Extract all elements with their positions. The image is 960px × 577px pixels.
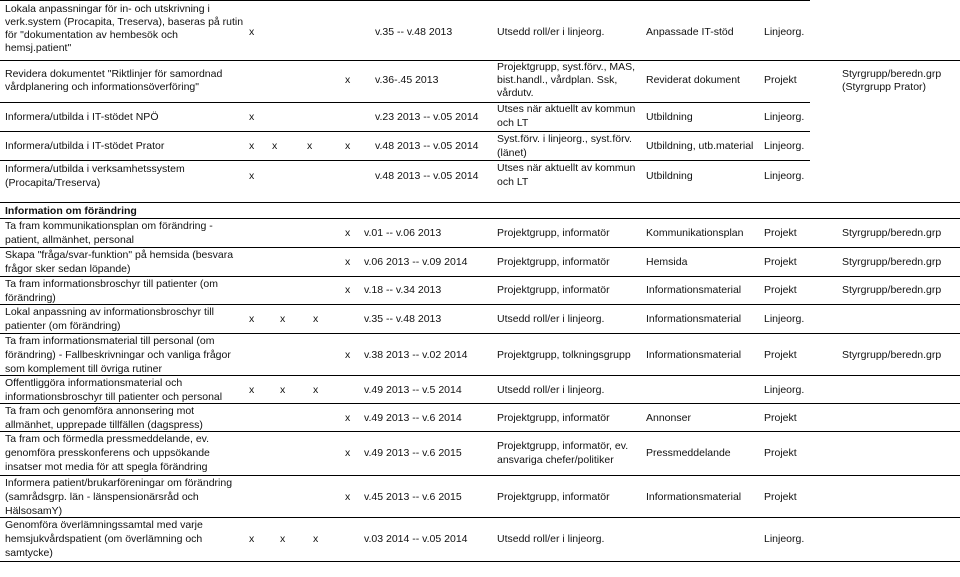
responsible: Projektgrupp, informatör	[497, 284, 610, 296]
task-text-line: Offentliggöra informationsmaterial och	[5, 377, 183, 389]
owner: Projekt	[764, 256, 797, 268]
period: v.03 2014 -- v.05 2014	[364, 533, 468, 545]
responsible: Projektgrupp, informatör	[497, 256, 610, 268]
row-divider	[0, 517, 960, 518]
task-text-line: Revidera dokumentet "Riktlinjer för samordnad	[5, 68, 223, 80]
row-divider	[0, 276, 960, 277]
task-text-line: Informera/utbilda i IT-stödet Prator	[5, 140, 165, 152]
task-text-line: (samrådsgrp. län - länspensionärsråd och	[5, 491, 199, 503]
row-divider	[0, 403, 960, 404]
owner: Projekt	[764, 349, 797, 361]
mark-x: x	[345, 447, 351, 459]
period: v.49 2013 -- v.6 2014	[364, 412, 462, 424]
owner: Projekt	[764, 74, 797, 86]
mark-x: x	[345, 284, 351, 296]
responsible: och LT	[497, 117, 529, 129]
owner: Linjeorg.	[764, 384, 805, 396]
steering: Styrgrupp/beredn.grp	[842, 227, 942, 239]
mark-x: x	[345, 140, 351, 152]
owner: Linjeorg.	[764, 170, 805, 182]
task-text-line: Ta fram kommunikationsplan om förändring -	[5, 220, 213, 232]
owner: Projekt	[764, 412, 797, 424]
task-text-line: Informera/utbilda i verksamhetssystem	[5, 163, 185, 175]
outcome: Kommunikationsplan	[646, 227, 744, 239]
mark-x: x	[249, 313, 255, 325]
row-divider	[0, 431, 960, 432]
mark-x: x	[345, 349, 351, 361]
row-divider	[0, 475, 960, 476]
row-divider	[0, 333, 960, 334]
task-text-line: Genomföra överlämningssamtal med varje	[5, 519, 203, 531]
responsible: Projektgrupp, informatör	[497, 491, 610, 503]
mark-x: x	[313, 313, 319, 325]
period: v.48 2013 -- v.05 2014	[375, 140, 479, 152]
period: v.36-.45 2013	[375, 74, 439, 86]
task-text-line: Lokala anpassningar för in- och utskrivning i	[5, 3, 210, 15]
responsible: bist.handl., vårdplan. Ssk,	[497, 74, 618, 86]
task-text-line: patient, allmänhet, personal	[5, 234, 134, 246]
responsible: ansvariga chefer/politiker	[497, 454, 614, 466]
task-text-line: verk.system (Procapita, Treserva), baseras på rutin	[5, 16, 244, 28]
task-text-line: Ta fram informationsmaterial till personal (om	[5, 335, 215, 347]
period: v.45 2013 -- v.6 2015	[364, 491, 462, 503]
mark-x: x	[280, 384, 286, 396]
mark-x: x	[313, 384, 319, 396]
mark-x: x	[345, 227, 351, 239]
owner: Projekt	[764, 447, 797, 459]
row-divider	[0, 131, 810, 132]
period: v.18 -- v.34 2013	[364, 284, 442, 296]
task-text-line: patienter (om förändring)	[5, 320, 121, 332]
row-divider	[0, 60, 960, 61]
period: v.49 2013 -- v.5 2014	[364, 384, 462, 396]
responsible: Projektgrupp, informatör, ev.	[497, 440, 629, 452]
mark-x: x	[272, 140, 278, 152]
row-divider	[0, 561, 960, 562]
owner: Projekt	[764, 227, 797, 239]
mark-x: x	[345, 412, 351, 424]
task-text-line: Ta fram och förmedla pressmeddelande, ev.	[5, 433, 210, 445]
task-text-line: Ta fram informationsbroschyr till patienter (om	[5, 278, 218, 290]
steering: Styrgrupp/beredn.grp	[842, 349, 942, 361]
row-divider	[0, 375, 960, 376]
mark-x: x	[345, 256, 351, 268]
steering: Styrgrupp/beredn.grp	[842, 68, 942, 80]
outcome: Utbildning, utb.material	[646, 140, 754, 152]
steering: (Styrgrupp Prator)	[842, 81, 927, 93]
owner: Linjeorg.	[764, 111, 805, 123]
task-text-line: frågor sker sedan löpande)	[5, 263, 131, 275]
row-divider	[0, 304, 960, 305]
outcome: Informationsmaterial	[646, 491, 742, 503]
outcome: Informationsmaterial	[646, 349, 742, 361]
outcome: Hemsida	[646, 256, 688, 268]
row-divider	[0, 160, 810, 161]
mark-x: x	[307, 140, 313, 152]
outcome: Utbildning	[646, 170, 693, 182]
task-text-line: Informera patient/brukarföreningar om förändring	[5, 477, 233, 489]
period: v.48 2013 -- v.05 2014	[375, 170, 479, 182]
task-text-line: Informera/utbilda i IT-stödet NPÖ	[5, 111, 159, 123]
period: v.35 -- v.48 2013	[364, 313, 442, 325]
responsible: vårdutv.	[497, 87, 534, 99]
steering: Styrgrupp/beredn.grp	[842, 256, 942, 268]
task-text-line: (Procapita/Treserva)	[5, 177, 101, 189]
task-text-line: insatser mot media för att spegla förändring	[5, 461, 208, 473]
responsible: Utsedd roll/er i linjeorg.	[497, 533, 605, 545]
task-text-line: för "dokumentation av hembesök och	[5, 29, 178, 41]
responsible: (länet)	[497, 147, 527, 159]
task-text-line: som komplement till övriga rutiner	[5, 363, 162, 375]
mark-x: x	[249, 140, 255, 152]
section-heading: Information om förändring	[5, 205, 137, 217]
steering: Styrgrupp/beredn.grp	[842, 284, 942, 296]
owner: Projekt	[764, 284, 797, 296]
outcome: Informationsmaterial	[646, 284, 742, 296]
mark-x: x	[249, 384, 255, 396]
outcome: Anpassade IT-stöd	[646, 26, 734, 38]
owner: Linjeorg.	[764, 533, 805, 545]
task-text-line: förändring)	[5, 292, 56, 304]
responsible: Projektgrupp, informatör	[497, 227, 610, 239]
mark-x: x	[313, 533, 319, 545]
period: v.23 2013 -- v.05 2014	[375, 111, 479, 123]
task-text-line: hemsj.patient"	[5, 42, 72, 54]
task-text-line: vårdplanering och informationsöverföring"	[5, 81, 199, 93]
mark-x: x	[345, 74, 351, 86]
outcome: Utbildning	[646, 111, 693, 123]
period: v.49 2013 -- v.6 2015	[364, 447, 462, 459]
mark-x: x	[280, 313, 286, 325]
task-text-line: HälsosamY)	[5, 505, 63, 517]
period: v.38 2013 -- v.02 2014	[364, 349, 468, 361]
outcome: Pressmeddelande	[646, 447, 731, 459]
outcome: Annonser	[646, 412, 691, 424]
responsible: Utses när aktuellt av kommun	[497, 103, 636, 115]
task-text-line: förändring) - Fallbeskrivningar och vanliga frågor	[5, 349, 231, 361]
responsible: Utses när aktuellt av kommun	[497, 162, 636, 174]
outcome: Reviderat dokument	[646, 74, 740, 86]
responsible: Projektgrupp, tolkningsgrupp	[497, 349, 631, 361]
task-text-line: Ta fram och genomföra annonsering mot	[5, 405, 195, 417]
responsible: Utsedd roll/er i linjeorg.	[497, 26, 605, 38]
row-divider	[0, 0, 810, 1]
outcome: Informationsmaterial	[646, 313, 742, 325]
responsible: Utsedd roll/er i linjeorg.	[497, 313, 605, 325]
responsible: Syst.förv. i linjeorg., syst.förv.	[497, 133, 632, 145]
responsible: Projektgrupp, informatör	[497, 412, 610, 424]
row-divider	[0, 247, 960, 248]
mark-x: x	[249, 533, 255, 545]
owner: Projekt	[764, 491, 797, 503]
task-text-line: informationsbroschyr till patienter och personal	[5, 391, 223, 403]
task-text-line: allmänhet, upprepade tillfällen (dagspress)	[5, 419, 203, 431]
period: v.01 -- v.06 2013	[364, 227, 442, 239]
task-text-line: hemsjukvårdspatient (om överlämning och	[5, 533, 203, 545]
task-text-line: Lokal anpassning av informationsbroschyr till	[5, 306, 214, 318]
responsible: och LT	[497, 176, 529, 188]
period: v.35 -- v.48 2013	[375, 26, 453, 38]
task-text-line: samtycke)	[5, 547, 53, 559]
task-text-line: genomföra presskonferens och uppsökande	[5, 447, 210, 459]
responsible: Utsedd roll/er i linjeorg.	[497, 384, 605, 396]
mark-x: x	[345, 491, 351, 503]
mark-x: x	[249, 111, 255, 123]
responsible: Projektgrupp, syst.förv., MAS,	[497, 61, 636, 73]
owner: Linjeorg.	[764, 140, 805, 152]
row-divider	[0, 218, 960, 219]
owner: Linjeorg.	[764, 313, 805, 325]
owner: Linjeorg.	[764, 26, 805, 38]
mark-x: x	[249, 26, 255, 38]
mark-x: x	[280, 533, 286, 545]
section-divider	[0, 202, 960, 203]
mark-x: x	[249, 170, 255, 182]
task-text-line: Skapa "fråga/svar-funktion" på hemsida (besvara	[5, 249, 234, 261]
period: v.06 2013 -- v.09 2014	[364, 256, 468, 268]
row-divider	[0, 102, 810, 103]
